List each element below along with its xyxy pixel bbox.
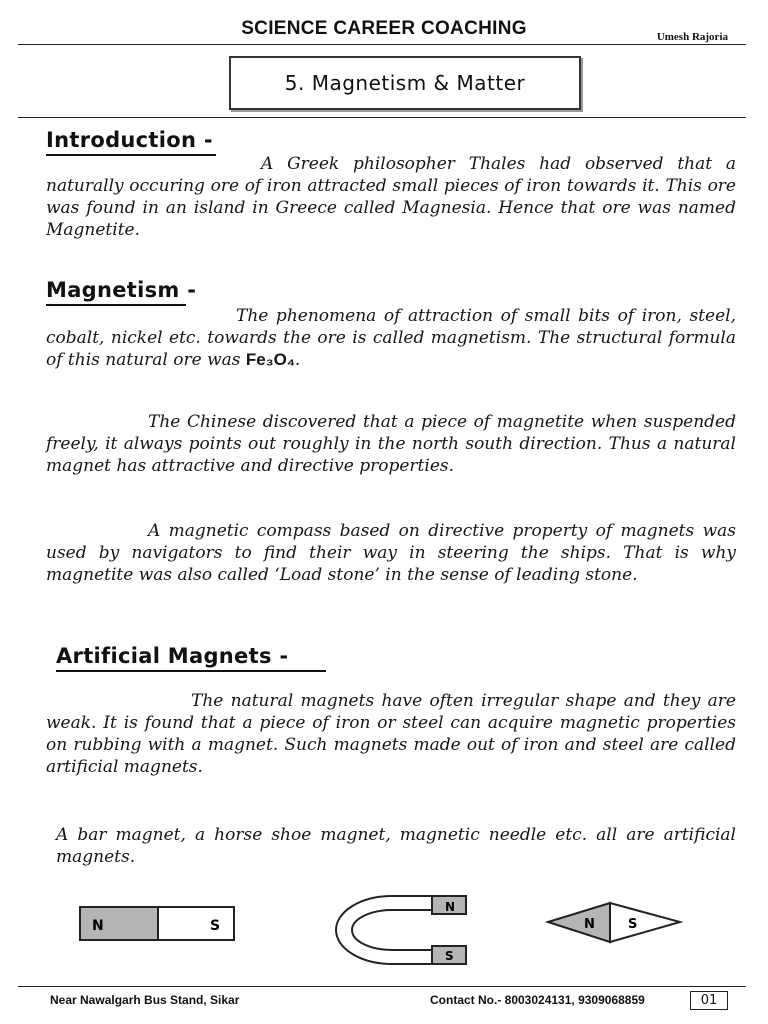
introduction-paragraph: A Greek philosopher Thales had observed that a naturally occuring ore of iron attracted small pieces of iron towards it. This ore was found in an island in Greece called Magnesia. Hence that ore was named Magnetite. (46, 154, 736, 240)
artificial-paragraph-1: The natural magnets have often irregular shape and they are weak. It is found that a piece of iron or steel can acquire magnetic properties on rubbing with a magnet. Such magnets made out of iron and steel are called artificial magnets. (46, 691, 736, 777)
footer-address: Near Nawalgarh Bus Stand, Sikar (50, 993, 240, 1007)
horseshoe-magnet-figure (336, 896, 466, 964)
magnetite-formula: Fe₃O₄ (245, 350, 295, 369)
chapter-rule (18, 117, 746, 118)
artificial-magnets-heading: Artificial Magnets - (56, 644, 326, 672)
magnet-figures (0, 890, 768, 990)
needle-north-label: N (584, 917, 595, 932)
horseshoe-south-label: S (445, 949, 454, 963)
footer-rule (18, 986, 746, 987)
needle-south-label: S (628, 917, 638, 932)
bar-magnet-north-label: N (92, 918, 104, 934)
header-title: SCIENCE CAREER COACHING (241, 18, 527, 39)
artificial-paragraph-2: A bar magnet, a horse shoe magnet, magnetic needle etc. all are artificial magnets. (56, 825, 736, 867)
chapter-title: 5. Magnetism & Matter (284, 71, 526, 95)
bar-magnet-figure (80, 907, 234, 940)
header-rule (18, 44, 746, 45)
magnetism-paragraph-3: A magnetic compass based on directive property of magnets was used by navigators to find their way in steering the ships. That is why magnetite was also called ‘Load stone’ in the sense of leading stone. (46, 521, 736, 585)
page-number: 01 (690, 991, 728, 1010)
horseshoe-north-label: N (445, 900, 456, 914)
chapter-title-box (229, 56, 581, 110)
introduction-heading: Introduction - (46, 128, 216, 156)
header-author: Umesh Rajoria (656, 31, 728, 43)
magnetic-needle-figure (548, 903, 680, 942)
bar-magnet-south-label: S (210, 918, 221, 934)
magnetism-heading: Magnetism - (46, 278, 196, 306)
magnetism-paragraph-1: The phenomena of attraction of small bits of iron, steel, cobalt, nickel etc. towards the ore is called magnetism. The structural formula of this natural ore was Fe₃O₄. (46, 306, 736, 370)
footer-contact: Contact No.- 8003024131, 9309068859 (430, 993, 645, 1007)
magnetism-paragraph-2: The Chinese discovered that a piece of magnetite when suspended freely, it always points out roughly in the north south direction. Thus a natural magnet has attractive and directive properties. (46, 412, 736, 476)
